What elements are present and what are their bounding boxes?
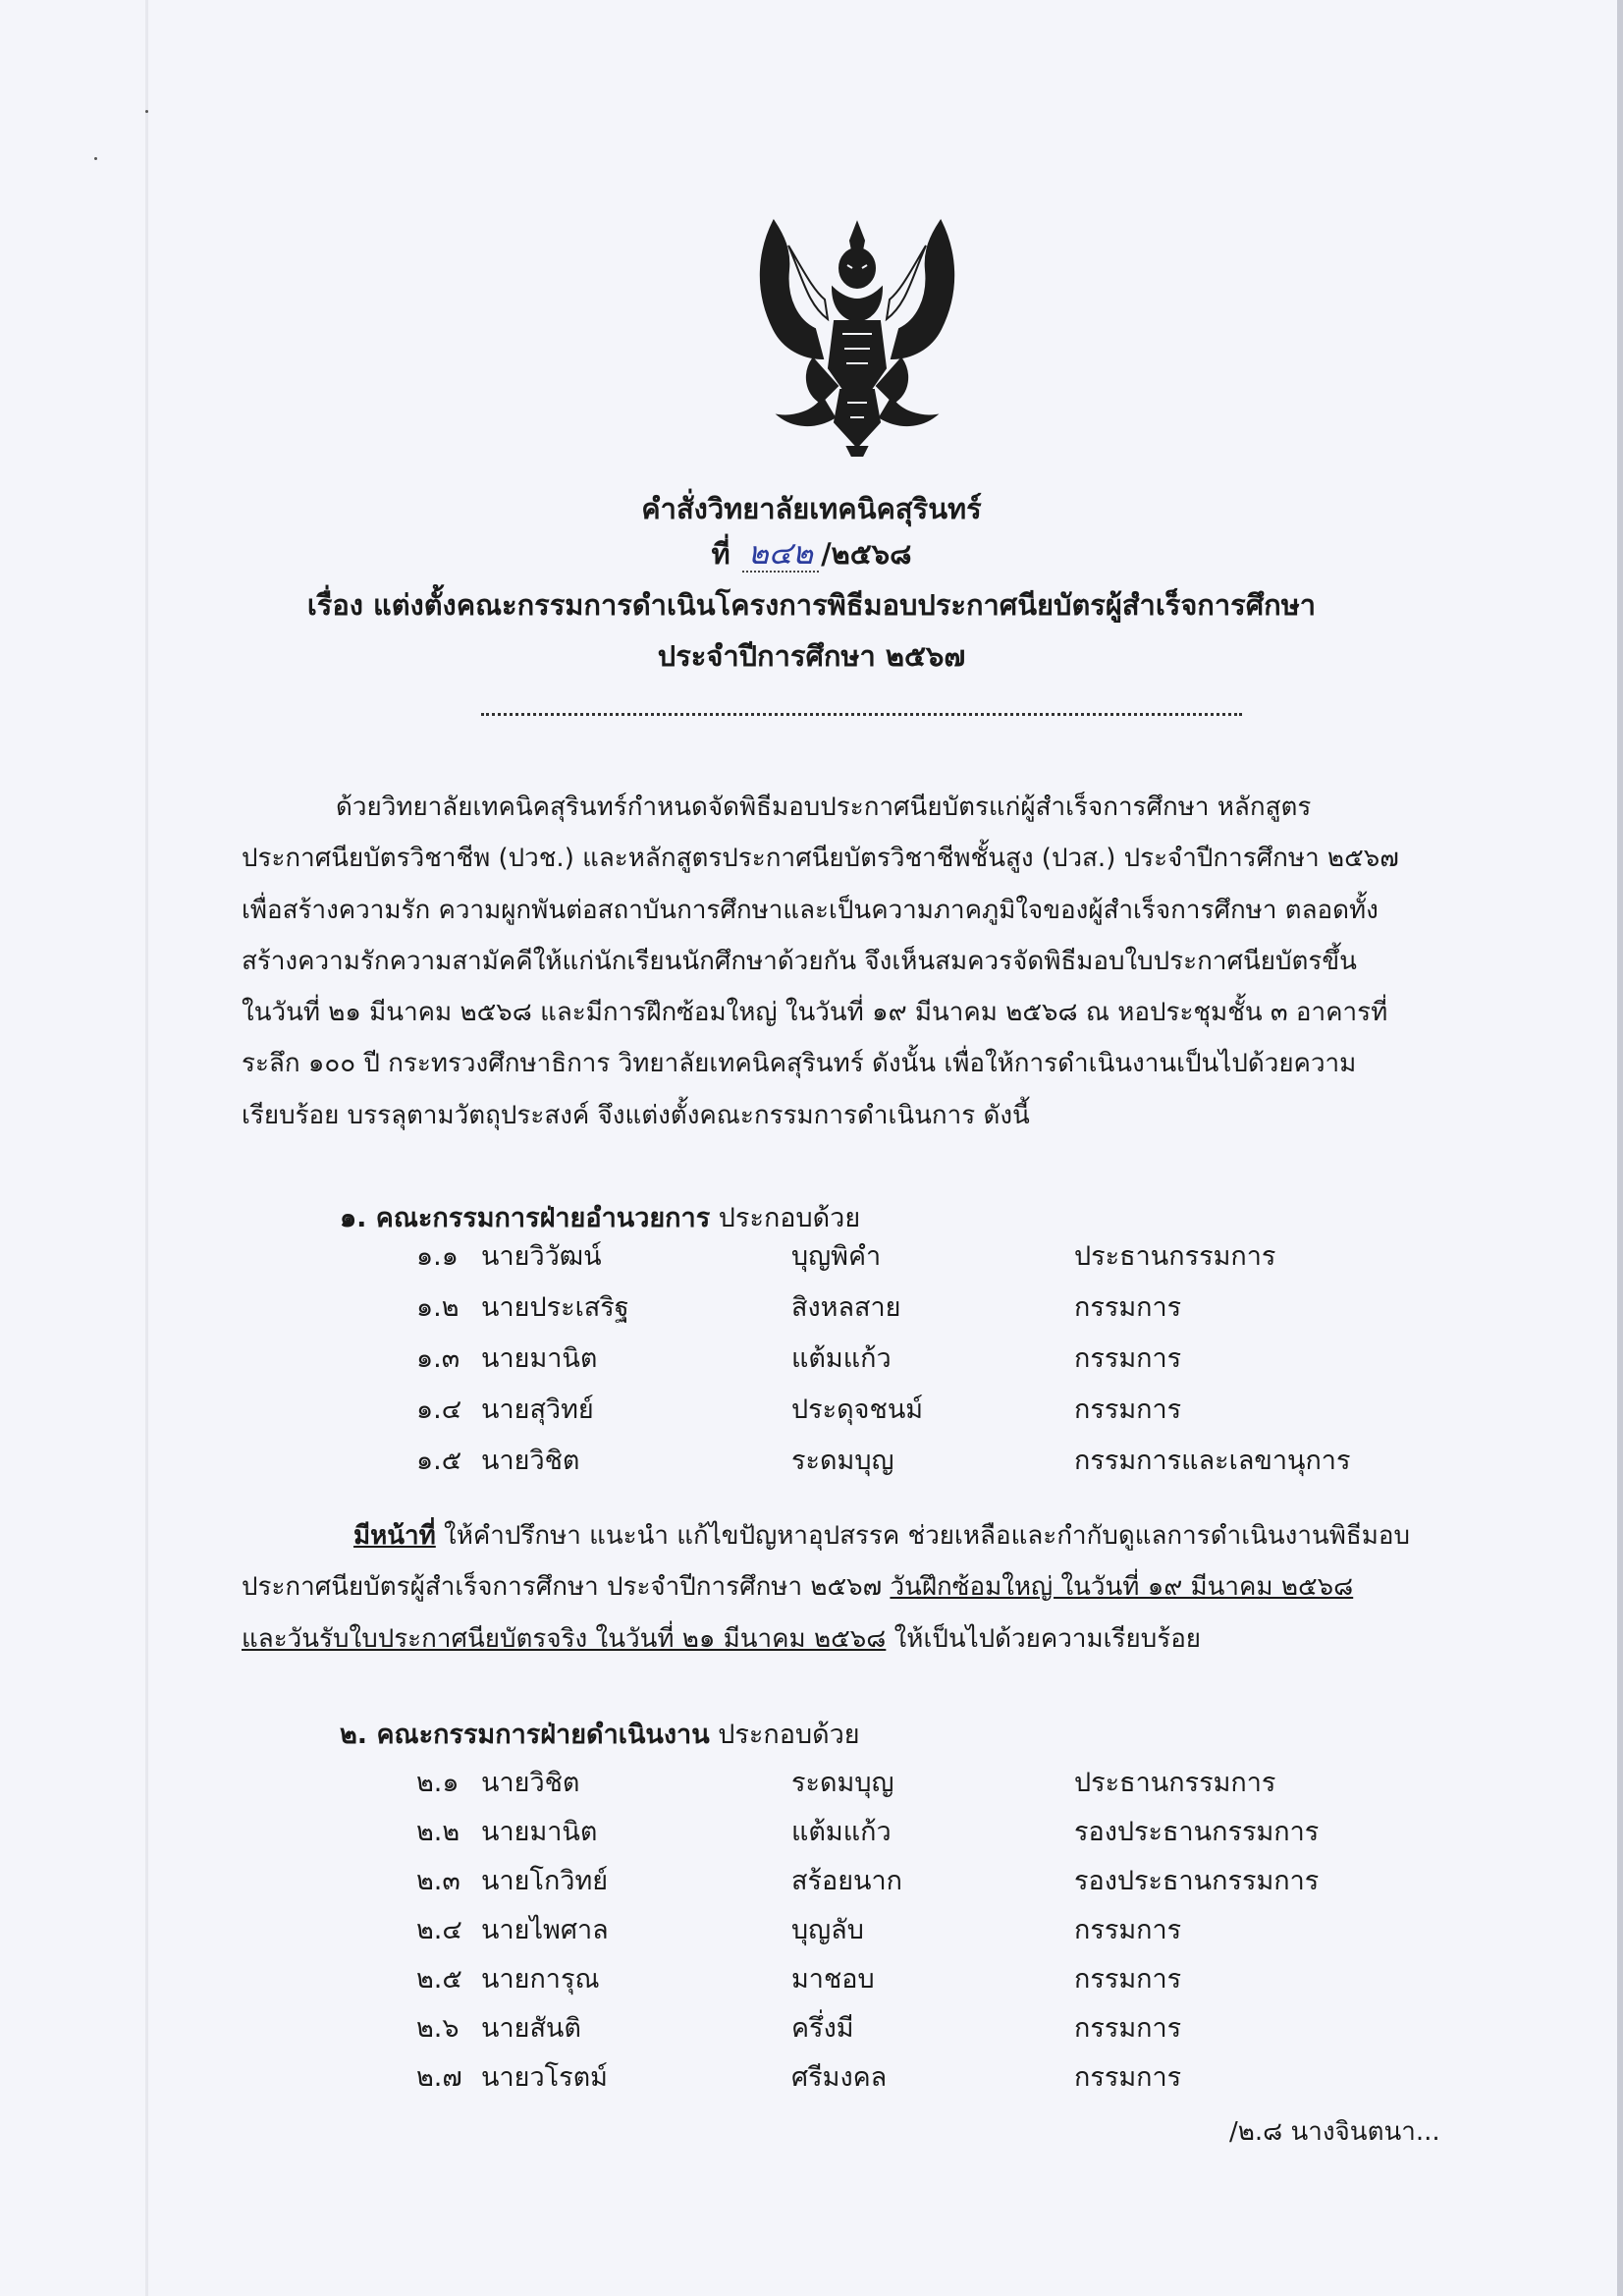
member-number: ๑.๑	[416, 1241, 459, 1272]
order-number-line	[0, 534, 1623, 574]
member-number: ๑.๕	[416, 1446, 462, 1476]
section-1-title: ๑. คณะกรรมการฝ่ายอำนวยการ	[340, 1203, 711, 1233]
intro-line: ระลึก ๑๐๐ ปี กระทรวงศึกษาธิการ วิทยาลัยเทคนิคสุรินทร์ ดังนั้น เพื่อให้การดำเนินงานเป็นไปด้วยความ	[242, 1049, 1357, 1079]
member-last-name: มาชอบ	[791, 1964, 875, 1995]
scan-speck	[145, 110, 148, 113]
section-1-duties	[242, 1510, 1410, 1665]
member-role: กรรมการ	[1074, 1964, 1182, 1995]
subject-line-2: ประจำปีการศึกษา ๒๕๖๗	[657, 639, 966, 673]
member-number: ๒.๓	[416, 1866, 460, 1896]
member-last-name: สิงหลสาย	[791, 1292, 901, 1323]
member-number: ๒.๗	[416, 2062, 462, 2093]
member-role: รองประธานกรรมการ	[1074, 1817, 1320, 1847]
order-number-handwritten: ๒๔๒	[742, 535, 819, 573]
member-number: ๒.๑	[416, 1768, 460, 1798]
intro-line: สร้างความรักความสามัคคีให้แก่นักเรียนนักศึกษาด้วยกัน จึงเห็นสมควรจัดพิธีมอบใบประกาศนียบัตรขึ้น	[242, 946, 1357, 976]
member-role: กรรมการ	[1074, 2013, 1182, 2044]
member-role: กรรมการและเลขานุการ	[1074, 1446, 1351, 1476]
member-number: ๒.๕	[416, 1964, 462, 1995]
order-prefix: ที่	[711, 537, 730, 571]
subject-line-1: เรื่อง แต่งตั้งคณะกรรมการดำเนินโครงการพิธีมอบประกาศนียบัตรผู้สำเร็จการศึกษา	[306, 588, 1317, 622]
continued-on-next-page: /๒.๘ นางจินตนา...	[1229, 2117, 1440, 2147]
duty-line-2	[242, 1561, 1410, 1613]
section-2-suffix: ประกอบด้วย	[718, 1720, 860, 1750]
member-number: ๑.๓	[416, 1343, 460, 1374]
section-2-heading	[340, 1713, 860, 1755]
member-first-name: นายวโรตม์	[481, 2062, 608, 2093]
member-number: ๒.๖	[416, 2013, 460, 2044]
member-last-name: สร้อยนาก	[791, 1866, 902, 1896]
scan-speck	[94, 157, 97, 160]
member-first-name: นายประเสริฐ	[481, 1292, 629, 1323]
member-last-name: ครึ่งมี	[791, 2013, 854, 2044]
member-number: ๒.๔	[416, 1915, 462, 1945]
member-first-name: นายสุวิทย์	[481, 1394, 594, 1425]
member-last-name: บุญพิคำ	[791, 1241, 882, 1272]
member-number: ๒.๒	[416, 1817, 460, 1847]
section-1-suffix: ประกอบด้วย	[718, 1203, 861, 1233]
page-right-edge	[1617, 0, 1623, 2296]
member-last-name: ระดมบุญ	[791, 1446, 894, 1476]
header-divider	[481, 713, 1242, 716]
duty-line-3	[242, 1613, 1410, 1665]
member-first-name: นายมานิต	[481, 1817, 598, 1847]
intro-line: ด้วยวิทยาลัยเทคนิคสุรินทร์กำหนดจัดพิธีมอบประกาศนียบัตรแก่ผู้สำเร็จการศึกษา หลักสูตร	[336, 793, 1312, 822]
section-2-title: ๒. คณะกรรมการฝ่ายดำเนินงาน	[340, 1720, 710, 1750]
member-last-name: แต้มแก้ว	[791, 1817, 892, 1847]
member-role: กรรมการ	[1074, 1343, 1182, 1374]
member-first-name: นายสันติ	[481, 2013, 581, 2044]
member-first-name: นายวิชิต	[481, 1768, 580, 1798]
member-last-name: ระดมบุญ	[791, 1768, 894, 1798]
member-role: ประธานกรรมการ	[1074, 1768, 1276, 1798]
member-role: ประธานกรรมการ	[1074, 1241, 1276, 1272]
member-last-name: แต้มแก้ว	[791, 1343, 892, 1374]
member-first-name: นายวิวัฒน์	[481, 1241, 602, 1272]
garuda-emblem-icon	[754, 211, 960, 457]
document-title: คำสั่งวิทยาลัยเทคนิคสุรินทร์	[641, 492, 982, 525]
member-first-name: นายไพศาล	[481, 1915, 609, 1945]
member-role: กรรมการ	[1074, 1915, 1182, 1945]
duty-text: ให้คำปรึกษา แนะนำ แก้ไขปัญหาอุปสรรค ช่วยเหลือและกำกับดูแลการดำเนินงานพิธีมอบ	[435, 1521, 1410, 1551]
member-role: รองประธานกรรมการ	[1074, 1866, 1320, 1896]
duty-text: ประกาศนียบัตรผู้สำเร็จการศึกษา ประจำปีการศึกษา ๒๕๖๗	[242, 1572, 891, 1603]
member-role: กรรมการ	[1074, 1292, 1182, 1323]
member-last-name: ประดุจชนม์	[791, 1394, 924, 1425]
duty-label: มีหน้าที่	[353, 1521, 436, 1551]
member-first-name: นายมานิต	[481, 1343, 598, 1374]
duty-text: ให้เป็นไปด้วยความเรียบร้อย	[886, 1623, 1202, 1654]
intro-paragraph	[242, 782, 1399, 1141]
member-last-name: บุญลับ	[791, 1915, 864, 1945]
member-first-name: นายโกวิทย์	[481, 1866, 609, 1896]
order-year: /๒๕๖๘	[821, 537, 912, 571]
intro-line: เพื่อสร้างความรัก ความผูกพันต่อสถาบันการศึกษาและเป็นความภาคภูมิใจของผู้สำเร็จการศึกษา ตลอดทั้ง	[242, 895, 1379, 925]
intro-line: ในวันที่ ๒๑ มีนาคม ๒๕๖๘ และมีการฝึกซ้อมใหญ่ ในวันที่ ๑๙ มีนาคม ๒๕๖๘ ณ หอประชุมชั้น ๓ อาคารที่	[242, 998, 1388, 1028]
member-last-name: ศรีมงคล	[791, 2062, 888, 2093]
member-first-name: นายวิชิต	[481, 1446, 580, 1476]
duty-line-1	[242, 1510, 1410, 1561]
member-number: ๑.๔	[416, 1394, 462, 1425]
member-first-name: นายการุณ	[481, 1964, 600, 1995]
duty-rehearsal-date: วันฝึกซ้อมใหญ่ ในวันที่ ๑๙ มีนาคม ๒๕๖๘	[890, 1572, 1354, 1603]
member-role: กรรมการ	[1074, 2062, 1182, 2093]
page-fold-line	[145, 0, 148, 2296]
intro-line: ประกาศนียบัตรวิชาชีพ (ปวช.) และหลักสูตรประกาศนียบัตรวิชาชีพชั้นสูง (ปวส.) ประจำปีการศึกษา ๒๕๖๗	[242, 844, 1399, 874]
member-role: กรรมการ	[1074, 1394, 1182, 1425]
intro-line: เรียบร้อย บรรลุตามวัตถุประสงค์ จึงแต่งตั้งคณะกรรมการดำเนินการ ดังนี้	[242, 1100, 1030, 1130]
member-number: ๑.๒	[416, 1292, 460, 1323]
duty-ceremony-date: และวันรับใบประกาศนียบัตรจริง ในวันที่ ๒๑ มีนาคม ๒๕๖๘	[242, 1623, 887, 1654]
